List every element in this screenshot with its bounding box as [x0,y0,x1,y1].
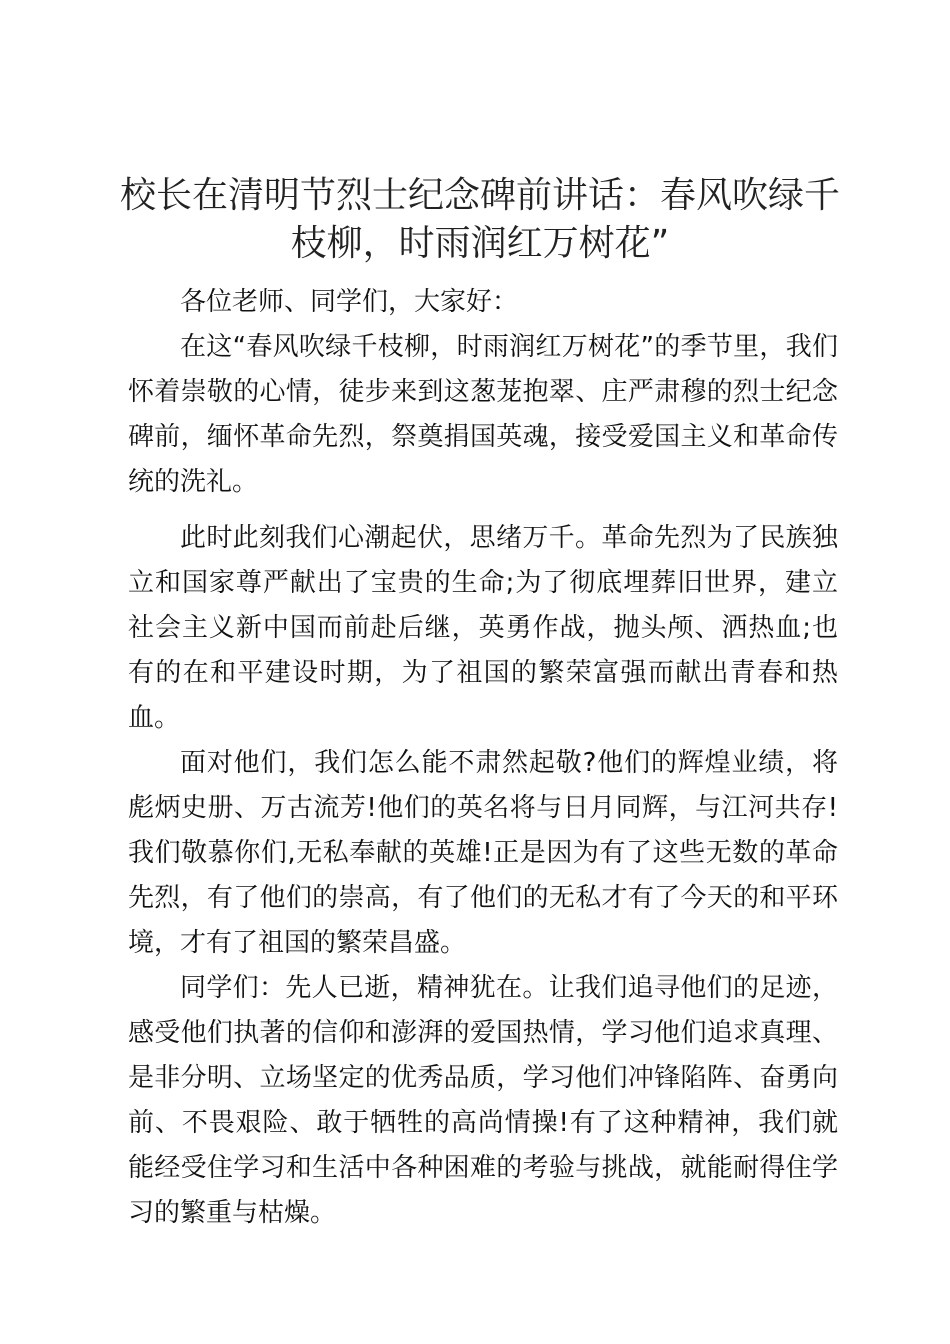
paragraph-greeting: 各位老师、同学们，大家好： [180,287,519,317]
paragraph-1: 在这“春风吹绿千枝柳，时雨润红万树花”的季节里，我们怀着崇敬的心情，徒步来到这葱茏抱翠、庄严肃穆的烈士纪念碑前，缅怀革命先烈，祭奠捐国英魂，接受爱国主义和革命传统的洗礼。 [128,332,838,497]
document-body [128,280,838,1236]
paragraph-4: 同学们：先人已逝，精神犹在。让我们追寻他们的足迹，感受他们执著的信仰和澎湃的爱国热情，学习他们追求真理、是非分明、立场坚定的优秀品质，学习他们冲锋陷阵、奋勇向前、不畏艰险、敢于牺牲的高尚情操!有了这种精神，我们就能经受住学习和生活中各种困难的考验与挑战，就能耐得住学习的繁重与枯燥。 [128,973,838,1228]
paragraph-3: 面对他们，我们怎么能不肃然起敬?他们的辉煌业绩，将彪炳史册、万古流芳!他们的英名将与日月同辉，与江河共存!我们敬慕你们,无私奉献的英雄!正是因为有了这些无数的革命先烈，有了他们的崇高，有了他们的无私才有了今天的和平环境，才有了祖国的繁荣昌盛。 [128,748,838,958]
paragraph-2: 此时此刻我们心潮起伏，思绪万千。革命先烈为了民族独立和国家尊严献出了宝贵的生命;为了彻底埋葬旧世界，建立社会主义新中国而前赴后继，英勇作战，抛头颅、洒热血;也有的在和平建设时期，为了祖国的繁荣富强而献出青春和热血。 [128,523,838,733]
document-title: 校长在清明节烈士纪念碑前讲话：春风吹绿千枝柳，时雨润红万树花” [120,175,841,264]
